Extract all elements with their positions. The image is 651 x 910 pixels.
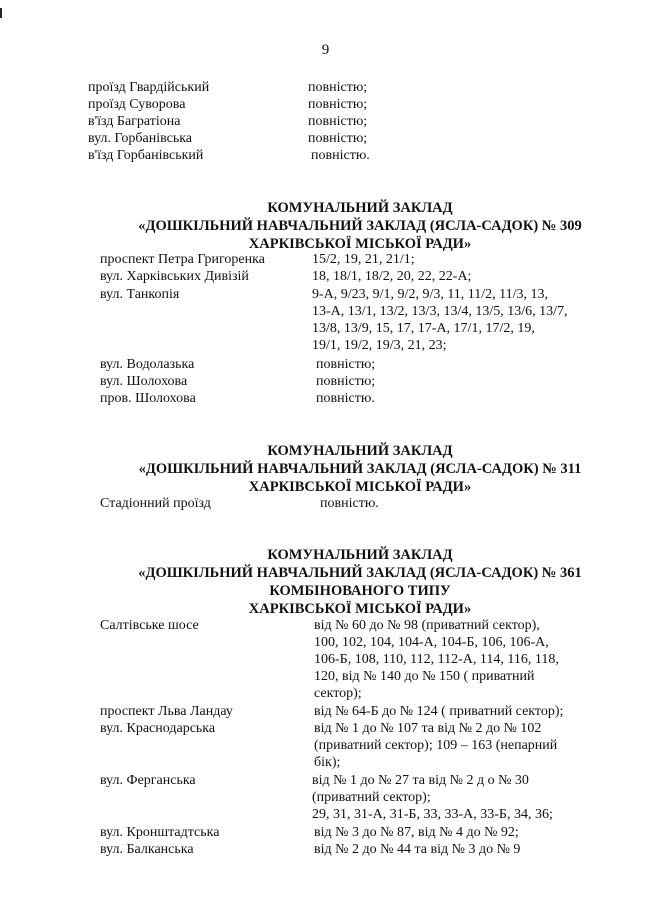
street-name: Салтівське шосе <box>100 618 199 633</box>
house-numbers: 13-А, 13/1, 13/2, 13/3, 13/4, 13/5, 13/6, 13/7, <box>312 304 568 319</box>
heading-line: КОМУНАЛЬНИЙ ЗАКЛАД <box>267 547 453 563</box>
house-numbers: повністю; <box>316 357 376 372</box>
scan-edge-mark <box>0 8 2 18</box>
house-numbers: від № 1 до № 107 та від № 2 до № 102 <box>314 721 542 736</box>
house-numbers: (приватний сектор); <box>312 790 431 805</box>
house-numbers: сектор); <box>314 686 362 701</box>
heading-line: «ДОШКІЛЬНИЙ НАВЧАЛЬНИЙ ЗАКЛАД (ЯСЛА-САДОК) № 309 <box>138 218 582 234</box>
house-numbers: повністю; <box>308 131 368 146</box>
street-name: вул. Шолохова <box>100 374 188 389</box>
house-numbers: 106-Б, 108, 110, 112, 112-А, 114, 116, 118, <box>314 652 559 667</box>
list-item <box>0 286 651 356</box>
house-numbers: 15/2, 19, 21, 21/1; <box>312 252 415 267</box>
street-name: проспект Льва Ландау <box>100 704 233 719</box>
street-name: вул. Танкопія <box>100 287 180 302</box>
list-item <box>0 390 651 407</box>
house-numbers: 19/1, 19/2, 19/3, 21, 23; <box>312 338 447 353</box>
heading-line: ХАРКІВСЬКОЇ МІСЬКОЇ РАДИ» <box>248 601 472 617</box>
page-number: 9 <box>321 42 330 58</box>
house-numbers: від № 64-Б до № 124 ( приватний сектор); <box>314 704 564 719</box>
street-name: вул. Ферганська <box>100 773 196 788</box>
list-item <box>0 96 651 113</box>
street-name: проїзд Суворова <box>88 97 186 112</box>
list-item <box>0 251 651 268</box>
street-name: вул. Горбанівська <box>88 131 193 146</box>
house-numbers: бік); <box>314 755 341 770</box>
heading-line: КОМУНАЛЬНИЙ ЗАКЛАД <box>267 443 453 459</box>
list-item <box>0 617 651 703</box>
heading-line: «ДОШКІЛЬНИЙ НАВЧАЛЬНИЙ ЗАКЛАД (ЯСЛА-САДОК) № 311 <box>138 461 582 477</box>
street-name: вул. Харківських Дивізій <box>100 269 249 284</box>
house-numbers: від № 3 до № 87, від № 4 до № 92; <box>314 825 519 840</box>
heading-line: ХАРКІВСЬКОЇ МІСЬКОЇ РАДИ» <box>248 479 472 495</box>
street-name: вул. Краснодарська <box>100 721 216 736</box>
street-name: в'їзд Багратіона <box>88 114 181 129</box>
section-heading <box>100 546 620 618</box>
heading-line: КОМБІНОВАНОГО ТИПУ <box>269 583 451 599</box>
street-name: Стадіонний проїзд <box>100 496 211 511</box>
street-name: вул. Водолазька <box>100 357 195 372</box>
list-item <box>0 720 651 772</box>
house-numbers: повністю. <box>320 496 379 511</box>
house-numbers: повністю. <box>311 148 370 163</box>
house-numbers: 18, 18/1, 18/2, 20, 22, 22-А; <box>312 269 472 284</box>
house-numbers: 13/8, 13/9, 15, 17, 17-А, 17/1, 17/2, 19, <box>312 321 535 336</box>
house-numbers: від № 60 до № 98 (приватний сектор), <box>314 618 540 633</box>
list-item <box>0 113 651 130</box>
heading-line: КОМУНАЛЬНИЙ ЗАКЛАД <box>267 200 453 216</box>
house-numbers: повністю; <box>308 114 368 129</box>
list-item <box>0 495 651 512</box>
list-item <box>0 841 651 858</box>
house-numbers: (приватний сектор); 109 – 163 (непарний <box>314 738 558 753</box>
house-numbers: повністю; <box>316 374 376 389</box>
street-name: проїзд Гвардійський <box>88 80 210 95</box>
house-numbers: 29, 31, 31-А, 31-Б, 33, 33-А, 33-Б, 34, 36; <box>312 807 553 822</box>
house-numbers: 9-А, 9/23, 9/1, 9/2, 9/3, 11, 11/2, 11/3, 13, <box>312 287 549 302</box>
list-item <box>0 703 651 720</box>
house-numbers: повністю; <box>308 97 368 112</box>
list-item <box>0 79 651 96</box>
house-numbers: повністю; <box>308 80 368 95</box>
street-name: проспект Петра Григоренка <box>100 252 265 267</box>
street-name: пров. Шолохова <box>100 391 196 406</box>
house-numbers: 100, 102, 104, 104-А, 104-Б, 106, 106-А, <box>314 635 549 650</box>
house-numbers: від № 1 до № 27 та від № 2 д о № 30 <box>312 773 529 788</box>
house-numbers: 120, від № 140 до № 150 ( приватний <box>314 669 535 684</box>
street-name: в'їзд Горбанівський <box>88 148 204 163</box>
heading-line: ХАРКІВСЬКОЇ МІСЬКОЇ РАДИ» <box>248 236 472 252</box>
list-item <box>0 356 651 373</box>
house-numbers: повністю. <box>316 391 375 406</box>
list-item <box>0 147 651 164</box>
house-numbers: від № 2 до № 44 та від № 3 до № 9 <box>314 842 521 857</box>
list-item <box>0 268 651 285</box>
list-item <box>0 373 651 390</box>
list-item <box>0 824 651 841</box>
street-name: вул. Кронштадтська <box>100 825 220 840</box>
street-name: вул. Балканська <box>100 842 194 857</box>
list-item <box>0 772 651 824</box>
heading-line: «ДОШКІЛЬНИЙ НАВЧАЛЬНИЙ ЗАКЛАД (ЯСЛА-САДОК) № 361 <box>138 565 582 581</box>
section-heading <box>100 199 620 253</box>
section-heading <box>100 442 620 496</box>
list-item <box>0 130 651 147</box>
